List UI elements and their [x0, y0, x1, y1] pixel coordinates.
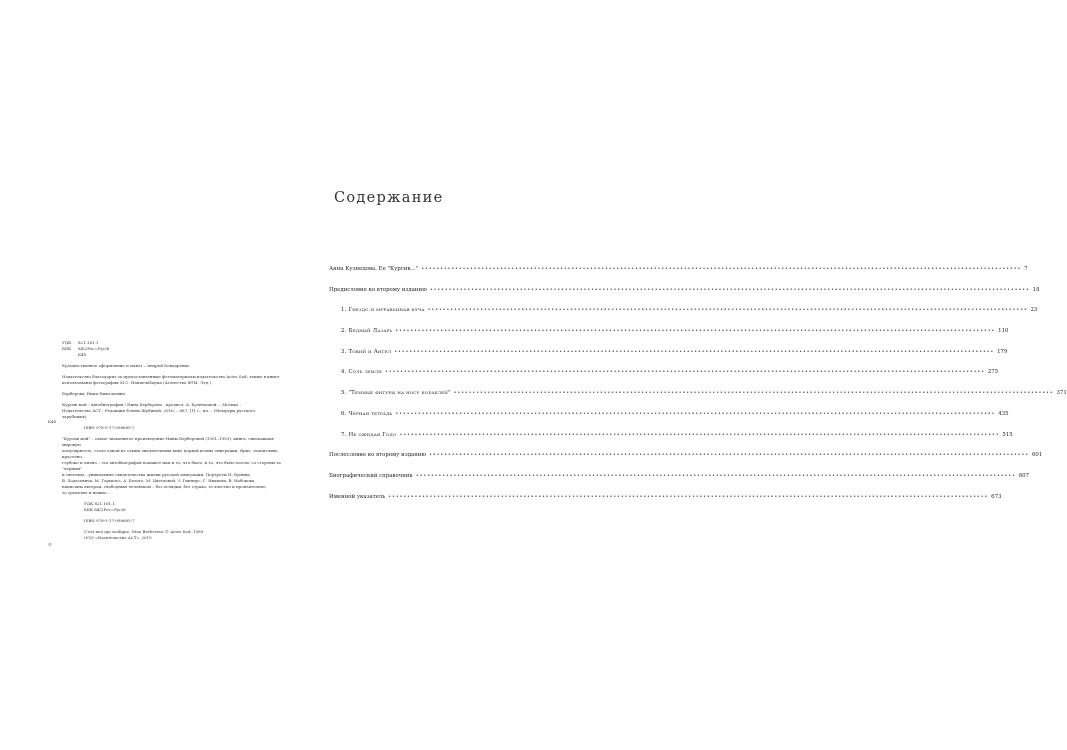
toc-entry[interactable] — [329, 493, 1002, 515]
isbn-main: ISBN 978-5-17-098685-7 — [84, 425, 135, 430]
toc-entry-page: 179 — [997, 348, 1008, 355]
toc-leader-dots: •••••••••••••••••••••••••••••••••••••••••••••••••••••••••••••••••••••••••••••••••••••••••••••••••••••••••••••••••••••••••••••••••••••••••••••••••••••••••••••••• — [395, 328, 996, 335]
code-line: ББК 84(2Рос=Рус)6 — [84, 507, 126, 512]
toc-leader-dots: •••••••••••••••••••••••••••••••••••••••••••••••••••••••••••••••••••••••••••••••••••••••••••••••••••••••••••••••••••••••••••••••••••••••••••••••••••••••••••••••• — [388, 493, 989, 500]
contents-page — [300, 0, 1067, 750]
toc-entry[interactable] — [329, 410, 1009, 432]
annotation-line: В. Ходасевича, М. Горького, А. Белого, М. Цветаевой, З. Гиппиус, Г. Иванова, В. Набокова — [62, 478, 255, 483]
toc-entry-label: 5. "Темные фигуры на носу кораблей" — [341, 390, 451, 397]
toc-entry-page: 673 — [991, 493, 1002, 500]
toc-entry-page: 601 — [1032, 452, 1043, 459]
toc-leader-dots: •••••••••••••••••••••••••••••••••••••••••••••••••••••••••••••••••••••••••••••••••••••••••••••••••••••••••••••••••••••••••••••••••••••••••••••••••••••••••••••••• — [384, 369, 985, 376]
toc-entry-label: 3. Товий и Ангел — [341, 348, 392, 355]
toc-entry[interactable] — [329, 307, 1038, 328]
table-of-contents — [329, 266, 1067, 514]
toc-leader-dots: •••••••••••••••••••••••••••••••••••••••••••••••••••••••••••••••••••••••••••••••••••••••••••••••••••••••••••••••••••••••••••••••••••••••••••••••••••••••••••••••• — [429, 452, 1029, 459]
bibliographic-block — [62, 340, 292, 541]
toc-entry-label: Предисловие ко второму изданию — [329, 286, 427, 293]
toc-leader-dots: •••••••••••••••••••••••••••••••••••••••••••••••••••••••••••••••••••••••••••••••••••••••••••••••••••••••••••••••••••••••••••••••••••••••••••••••••••••••••••••••• — [421, 266, 1022, 272]
code-label: УДК — [62, 340, 72, 345]
annotation-line: популярность, стала одной из самых значительных книг первой волны эмиграции. Ярко, талантливо, красочно, — [62, 448, 279, 459]
book-code: Б48 — [48, 419, 57, 424]
toc-entry-label: Биографический справочник — [329, 472, 413, 479]
annotation-line: глубоко и лично – эта автобиография покажет нам и то, что было, и то, что было потом, со стороны за "черным" — [62, 460, 281, 471]
toc-entry-page: 515 — [1002, 431, 1013, 438]
code-line: УДК 821.161.1 — [84, 501, 115, 506]
toc-entry-page: 275 — [987, 369, 999, 376]
toc-entry[interactable] — [329, 472, 1029, 494]
toc-entry-page: 18 — [1032, 286, 1040, 293]
description-line: Издательство АСТ : Редакция Елены Шубиной, 2016. – 687, [1] с., ил. – (Мемуары русского — [62, 408, 256, 413]
toc-leader-dots: •••••••••••••••••••••••••••••••••••••••••••••••••••••••••••••••••••••••••••••••••••••••••••••••••••••••••••••••••••••••••••••••••••••••••••••••••••••••••••••••• — [427, 307, 1028, 314]
toc-leader-dots: •••••••••••••••••••••••••••••••••••••••••••••••••••••••••••••••••••••••••••••••••••••••••••••••••••••••••••••••••••••••••••••••••••••••••••••••••••••••••••••••• — [453, 390, 1054, 397]
toc-leader-dots: •••••••••••••••••••••••••••••••••••••••••••••••••••••••••••••••••••••••••••••••••••••••••••••••••••••••••••••••••••••••••••••••••••••••••••••••••••••••••••••••• — [415, 472, 1016, 479]
copyright-line: ООО «Издательство АСТ», 2015 — [84, 535, 152, 540]
toc-entry[interactable] — [329, 369, 999, 390]
toc-entry[interactable] — [329, 286, 1040, 308]
toc-entry[interactable] — [329, 431, 1013, 453]
toc-entry-label: 7. Не ожидая Годо — [341, 431, 397, 438]
toc-leader-dots: •••••••••••••••••••••••••••••••••••••••••••••••••••••••••••••••••••••••••••••••••••••••••••••••••••••••••••••••••••••••••••••••••••••••••••••••••••••••••••••••• — [399, 431, 1000, 438]
toc-entry[interactable] — [329, 452, 1043, 473]
toc-entry[interactable] — [329, 328, 1009, 349]
toc-entry[interactable] — [329, 390, 1067, 411]
toc-entry-label: Анна Кузнецова. Ее "Курсив…" — [329, 266, 419, 272]
toc-entry-page: 607 — [1018, 472, 1029, 479]
toc-entry-label: 1. Гнездо и муравьиная куча — [341, 307, 425, 314]
annotation-line: то трепетно и нежно…. — [62, 490, 112, 495]
annotation-line: и светлым – уникальные свидетельства жизни русской эмиграции. Портреты И. Бунина, — [62, 472, 251, 477]
toc-entry-page: 23 — [1030, 307, 1038, 314]
annotation-line: "Курсив мой" – самое знаменитое произведение Нины Берберовой (1901–1993), книга, снискавшая мировую — [62, 436, 274, 447]
codes-bottom — [62, 501, 292, 513]
author-line: Берберова, Нина Николаевна. — [62, 391, 127, 396]
book-description — [62, 402, 292, 420]
photo-thanks: Издательство благодарит за предоставленные фотоматериалы издательство Actes Sud; также в книге использованы фотографии М.С. Наппельбаума (Агентство ФТМ, Лтд.) — [62, 374, 280, 385]
imprint-page — [0, 0, 300, 750]
copyright-lines — [62, 529, 292, 541]
toc-entry-label: Именной указатель — [329, 493, 386, 500]
toc-leader-dots: •••••••••••••••••••••••••••••••••••••••••••••••••••••••••••••••••••••••••••••••••••••••••••••••••••••••••••••••••••••••••••••••••••••••••••••••••••••••••••••••• — [394, 348, 995, 355]
toc-entry-page: 110 — [998, 328, 1009, 335]
annotation — [62, 436, 292, 496]
toc-leader-dots: •••••••••••••••••••••••••••••••••••••••••••••••••••••••••••••••••••••••••••••••••••••••••••••••••••••••••••••••••••••••••••••••••••••••••••••••••••••••••••••••• — [395, 410, 996, 417]
code-label — [62, 352, 78, 358]
toc-entry-label: 4. Соль земли — [341, 369, 382, 376]
toc-entry[interactable] — [329, 348, 1008, 370]
udk-codes — [62, 340, 292, 358]
code-value: Б48 — [78, 352, 87, 357]
description-line: зарубежья). — [62, 414, 88, 419]
design-credit: Художественное оформление и макет – Андрей Бондаренко — [62, 363, 190, 368]
toc-entry[interactable] — [329, 266, 1028, 287]
isbn-bottom: ISBN 978-5-17-098685-7 — [84, 518, 135, 523]
toc-entry-page: 371 — [1056, 390, 1067, 397]
toc-entry-label: Послесловие ко второму изданию — [329, 452, 427, 459]
annotation-line: написаны автором, свободным человеком – без оглядки, без страха, то хлестко и пронзительно, — [62, 484, 267, 489]
toc-leader-dots: •••••••••••••••••••••••••••••••••••••••••••••••••••••••••••••••••••••••••••••••••••••••••••••••••••••••••••••••••••••••••••••••••••••••••••••••••••••••••••••••• — [429, 286, 1030, 293]
toc-entry-page: 7 — [1024, 266, 1028, 272]
toc-entry-label: 6. Черная тетрадь — [341, 410, 393, 417]
page-title: Содержание — [334, 190, 444, 206]
description-line: Курсив мой : Автобиография / Нина Берберова ; предисл. А. Кузнецовой. – Москва : — [62, 402, 241, 407]
toc-entry-page: 435 — [998, 410, 1009, 417]
copyright-line: C'est moi qui souligne, Nina Berberova © Actes Sud, 1989 — [84, 529, 204, 534]
code-label: ББК — [62, 346, 71, 351]
toc-entry-label: 2. Бедный Лазарь — [341, 328, 393, 335]
copyright-sign: © — [48, 542, 52, 547]
code-value: 84(2Рос=Рус)6 — [78, 346, 110, 351]
code-value: 821.161.1 — [78, 340, 99, 345]
